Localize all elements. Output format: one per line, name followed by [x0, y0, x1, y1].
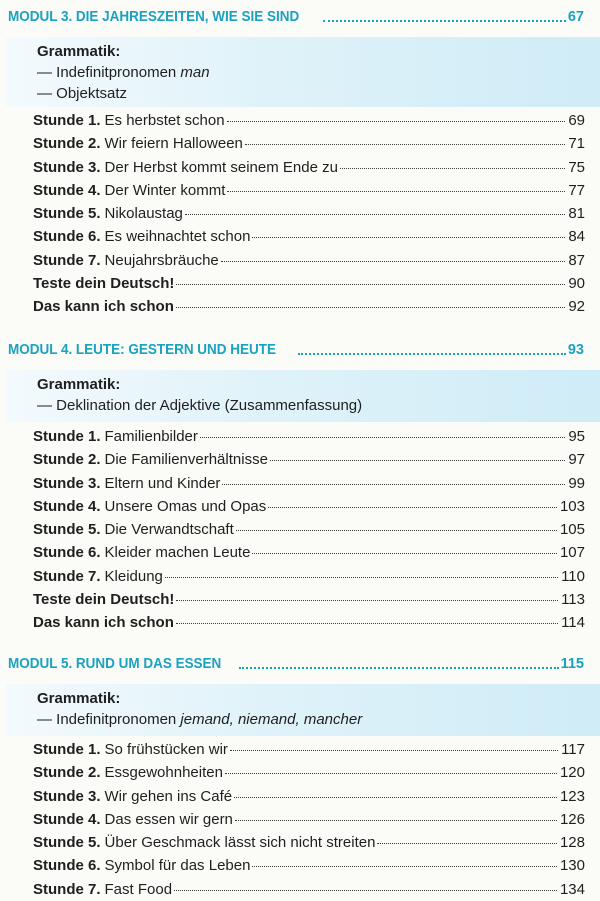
toc-entry-review[interactable] [33, 611, 585, 634]
lesson-label: Stunde 2. [33, 135, 101, 153]
dot-leader [235, 820, 557, 821]
toc-entry[interactable] [33, 472, 585, 495]
lesson-label: Stunde 5. [33, 521, 101, 539]
lesson-title: Die Verwandtschaft [104, 521, 234, 539]
page-number: 105 [559, 521, 585, 539]
toc-entry[interactable] [33, 541, 585, 564]
toc-entry[interactable] [33, 202, 585, 225]
lesson-title: Kleider machen Leute [104, 544, 251, 562]
lesson-label: Stunde 7. [33, 567, 101, 585]
module-heading[interactable] [8, 4, 584, 26]
toc-list [33, 425, 585, 635]
lesson-label: Stunde 7. [33, 880, 101, 898]
lesson-label: Stunde 6. [33, 228, 101, 246]
lesson-title: Die Familienverhältnisse [104, 451, 268, 469]
page-number: 95 [568, 428, 585, 445]
lesson-title: Essgewohnheiten [104, 764, 223, 782]
lesson-label: Stunde 3. [33, 787, 101, 805]
module-page-number: 93 [567, 342, 584, 358]
dot-leader [230, 750, 558, 751]
module-title: MODUL 3. DIE JAHRESZEITEN, WIE SIE SIND [8, 9, 300, 25]
lesson-title: Es herbstet schon [104, 112, 225, 129]
page-number: 97 [568, 451, 585, 469]
module-title: MODUL 4. LEUTE: GESTERN UND HEUTE [8, 342, 276, 358]
dot-leader [176, 284, 565, 285]
lesson-label: Stunde 3. [33, 474, 101, 492]
lesson-title: Eltern und Kinder [104, 474, 221, 492]
page-number: 75 [568, 158, 585, 176]
toc-entry[interactable] [33, 179, 585, 202]
module-page-number: 115 [560, 656, 584, 672]
lesson-label: Stunde 1. [33, 112, 101, 129]
lesson-title: Familienbilder [104, 428, 198, 445]
toc-entry-test[interactable] [33, 588, 585, 611]
toc-entry[interactable] [33, 878, 585, 901]
toc-entry[interactable] [33, 132, 585, 155]
page-number: 87 [568, 251, 585, 269]
lesson-title: Teste dein Deutsch! [33, 275, 175, 293]
grammar-item: — Indefinitpronomen man [37, 64, 210, 81]
toc-entry[interactable] [33, 761, 585, 784]
toc-entry[interactable] [33, 495, 585, 518]
dot-leader [222, 484, 565, 485]
page-number: 92 [568, 298, 585, 316]
grammar-title: Grammatik: [37, 690, 121, 707]
dot-leader [227, 191, 565, 192]
dot-leader [200, 437, 565, 438]
page-number: 69 [568, 112, 585, 129]
grammar-box [6, 684, 600, 736]
toc-entry[interactable] [33, 808, 585, 831]
toc-entry[interactable] [33, 156, 585, 179]
lesson-label: Stunde 1. [33, 741, 101, 758]
lesson-label: Stunde 5. [33, 834, 101, 852]
lesson-title: Das kann ich schon [33, 298, 174, 316]
dot-leader [340, 168, 565, 169]
toc-entry[interactable] [33, 448, 585, 471]
page-number: 134 [559, 880, 585, 898]
lesson-label: Stunde 4. [33, 181, 101, 199]
dot-leader [252, 866, 557, 867]
grammar-item: — Indefinitpronomen jemand, niemand, mancher [37, 711, 363, 728]
dot-leader [225, 773, 557, 774]
lesson-title: Der Herbst kommt seinem Ende zu [104, 158, 338, 176]
lesson-title: So frühstücken wir [104, 741, 228, 758]
toc-entry[interactable] [33, 109, 585, 132]
toc-entry[interactable] [33, 518, 585, 541]
grammar-item: — Deklination der Adjektive (Zusammenfassung) [37, 397, 363, 414]
toc-entry[interactable] [33, 425, 585, 448]
lesson-title: Es weihnachtet schon [104, 228, 251, 246]
page-number: 90 [568, 275, 585, 293]
dot-leader [176, 600, 558, 601]
toc-list [33, 738, 585, 901]
grammar-item: — Objektsatz [37, 85, 128, 102]
lesson-title: Das essen wir gern [104, 810, 233, 828]
dot-leader [268, 507, 557, 508]
lesson-label: Stunde 4. [33, 497, 101, 515]
module-heading[interactable] [8, 651, 584, 673]
grammar-box [6, 37, 600, 107]
page-number: 77 [568, 181, 585, 199]
page-number: 99 [568, 474, 585, 492]
lesson-label: Stunde 6. [33, 857, 101, 875]
lesson-label: Stunde 2. [33, 451, 101, 469]
lesson-title: Kleidung [104, 567, 163, 585]
dot-leader [239, 667, 558, 669]
toc-entry[interactable] [33, 249, 585, 272]
dot-leader [176, 307, 565, 308]
toc-entry[interactable] [33, 565, 585, 588]
dot-leader [234, 797, 557, 798]
dot-leader [185, 214, 565, 215]
toc-entry-review[interactable] [33, 295, 585, 318]
lesson-label: Stunde 3. [33, 158, 101, 176]
grammar-title: Grammatik: [37, 43, 121, 60]
toc-entry[interactable] [33, 785, 585, 808]
dot-leader [165, 577, 558, 578]
lesson-title: Teste dein Deutsch! [33, 591, 175, 609]
dot-leader [298, 353, 566, 355]
lesson-label: Stunde 4. [33, 810, 101, 828]
toc-entry[interactable] [33, 854, 585, 877]
toc-entry[interactable] [33, 738, 585, 761]
dot-leader [176, 623, 558, 624]
page-number: 107 [559, 544, 585, 562]
page-number: 113 [561, 591, 585, 609]
page-number: 114 [561, 614, 585, 632]
grammar-box [6, 370, 600, 422]
lesson-title: Symbol für das Leben [104, 857, 251, 875]
dot-leader [252, 553, 557, 554]
lesson-title: Fast Food [104, 880, 173, 898]
lesson-label: Stunde 1. [33, 428, 101, 445]
toc-entry[interactable] [33, 225, 585, 248]
page-number: 130 [559, 857, 585, 875]
lesson-title: Neujahrsbräuche [104, 251, 219, 269]
dot-leader [221, 261, 566, 262]
page-number: 81 [568, 205, 585, 223]
lesson-title: Wir feiern Halloween [104, 135, 243, 153]
page-number: 117 [561, 741, 585, 758]
page-number: 128 [559, 834, 585, 852]
dot-leader [252, 237, 565, 238]
page-number: 126 [559, 810, 585, 828]
module-heading[interactable] [8, 337, 584, 359]
page-number: 84 [568, 228, 585, 246]
lesson-label: Stunde 5. [33, 205, 101, 223]
lesson-title: Der Winter kommt [104, 181, 226, 199]
dot-leader [227, 121, 566, 122]
page-number: 123 [559, 787, 585, 805]
module-title: MODUL 5. RUND UM DAS ESSEN [8, 656, 222, 672]
lesson-title: Wir gehen ins Café [104, 787, 233, 805]
lesson-title: Das kann ich schon [33, 614, 174, 632]
lesson-label: Stunde 7. [33, 251, 101, 269]
dot-leader [245, 144, 565, 145]
page-number: 110 [561, 567, 585, 585]
toc-entry[interactable] [33, 831, 585, 854]
page-number: 103 [559, 497, 585, 515]
lesson-title: Über Geschmack lässt sich nicht streiten [104, 834, 376, 852]
lesson-title: Nikolaustag [104, 205, 183, 223]
toc-list [33, 109, 585, 319]
lesson-label: Stunde 2. [33, 764, 101, 782]
dot-leader [174, 890, 557, 891]
dot-leader [236, 530, 557, 531]
page-number: 71 [568, 135, 585, 153]
dot-leader [270, 460, 565, 461]
dot-leader [323, 20, 566, 22]
lesson-title: Unsere Omas und Opas [104, 497, 267, 515]
module-page-number: 67 [567, 9, 584, 25]
page-number: 120 [559, 764, 585, 782]
dot-leader [377, 843, 557, 844]
toc-entry-test[interactable] [33, 272, 585, 295]
grammar-title: Grammatik: [37, 376, 121, 393]
lesson-label: Stunde 6. [33, 544, 101, 562]
